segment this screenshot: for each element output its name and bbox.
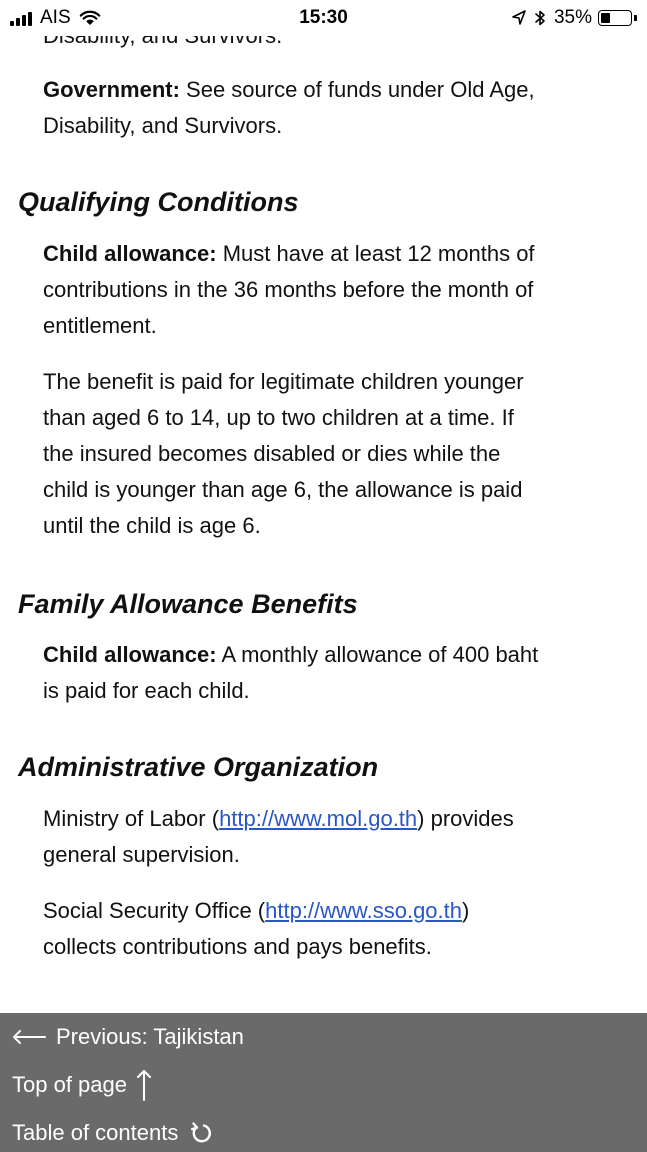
heading-qualifying-conditions: Qualifying Conditions <box>18 187 299 217</box>
carrier-name: AIS <box>40 7 71 28</box>
family-child-allowance-paragraph <box>43 637 633 709</box>
benefit-line5: until the child is age 6. <box>43 513 261 538</box>
qualifying-child-line3: entitlement. <box>43 313 157 338</box>
battery-fill <box>601 13 610 23</box>
battery-icon <box>598 10 632 26</box>
qualifying-child-allowance-paragraph <box>43 236 633 344</box>
sso-text-line2: collects contributions and pays benefits. <box>43 934 432 959</box>
mol-text-post: ) provides <box>417 806 514 831</box>
bluetooth-icon <box>534 9 546 27</box>
mol-text-line2: general supervision. <box>43 842 240 867</box>
left-arrow-icon <box>12 1030 46 1044</box>
up-arrow-icon <box>137 1069 151 1101</box>
government-text-line2: Disability, and Survivors. <box>43 113 283 138</box>
mol-text-pre: Ministry of Labor ( <box>43 806 220 831</box>
footer-nav <box>0 1013 647 1152</box>
government-label: Government: <box>43 77 180 102</box>
battery-percent: 35% <box>553 7 592 28</box>
benefit-line2: than aged 6 to 14, up to two children at a time. If <box>43 405 514 430</box>
qualifying-child-line2: contributions in the 36 months before the month of <box>43 277 534 302</box>
social-security-office-paragraph <box>43 893 633 965</box>
previous-label: Previous: Tajikistan <box>56 1024 244 1049</box>
family-child-line2: is paid for each child. <box>43 678 250 703</box>
top-of-page-label: Top of page <box>12 1072 127 1097</box>
refresh-icon <box>190 1121 214 1145</box>
location-arrow-icon <box>512 10 526 26</box>
benefit-line3: the insured becomes disabled or dies while the <box>43 441 501 466</box>
benefit-line1: The benefit is paid for legitimate children younger <box>43 369 524 394</box>
family-child-allowance-label: Child allowance: <box>43 642 217 667</box>
status-time: 15:30 <box>299 7 348 28</box>
family-child-line1: A monthly allowance of 400 baht <box>216 642 539 667</box>
sso-link[interactable]: http://www.sso.go.th <box>265 898 462 923</box>
qualifying-child-line1: Must have at least 12 months of <box>216 241 535 266</box>
top-of-page-link[interactable] <box>12 1068 151 1102</box>
heading-administrative-organization: Administrative Organization <box>18 752 379 782</box>
heading-family-allowance-benefits: Family Allowance Benefits <box>18 589 358 619</box>
table-of-contents-link[interactable] <box>12 1116 214 1150</box>
benefit-age-paragraph <box>43 364 633 544</box>
sso-text-post: ) <box>462 898 470 923</box>
previous-link[interactable] <box>12 1020 244 1054</box>
government-text-line1: See source of funds under Old Age, <box>179 77 535 102</box>
government-paragraph <box>43 72 633 144</box>
benefit-line4: child is younger than age 6, the allowance is paid <box>43 477 523 502</box>
ministry-of-labor-paragraph <box>43 801 633 873</box>
mol-link[interactable]: http://www.mol.go.th <box>219 806 418 831</box>
table-of-contents-label: Table of contents <box>12 1120 179 1145</box>
battery-nub <box>634 15 637 21</box>
status-bar <box>0 0 647 36</box>
qualifying-child-allowance-label: Child allowance: <box>43 241 217 266</box>
sso-text-pre: Social Security Office ( <box>43 898 266 923</box>
